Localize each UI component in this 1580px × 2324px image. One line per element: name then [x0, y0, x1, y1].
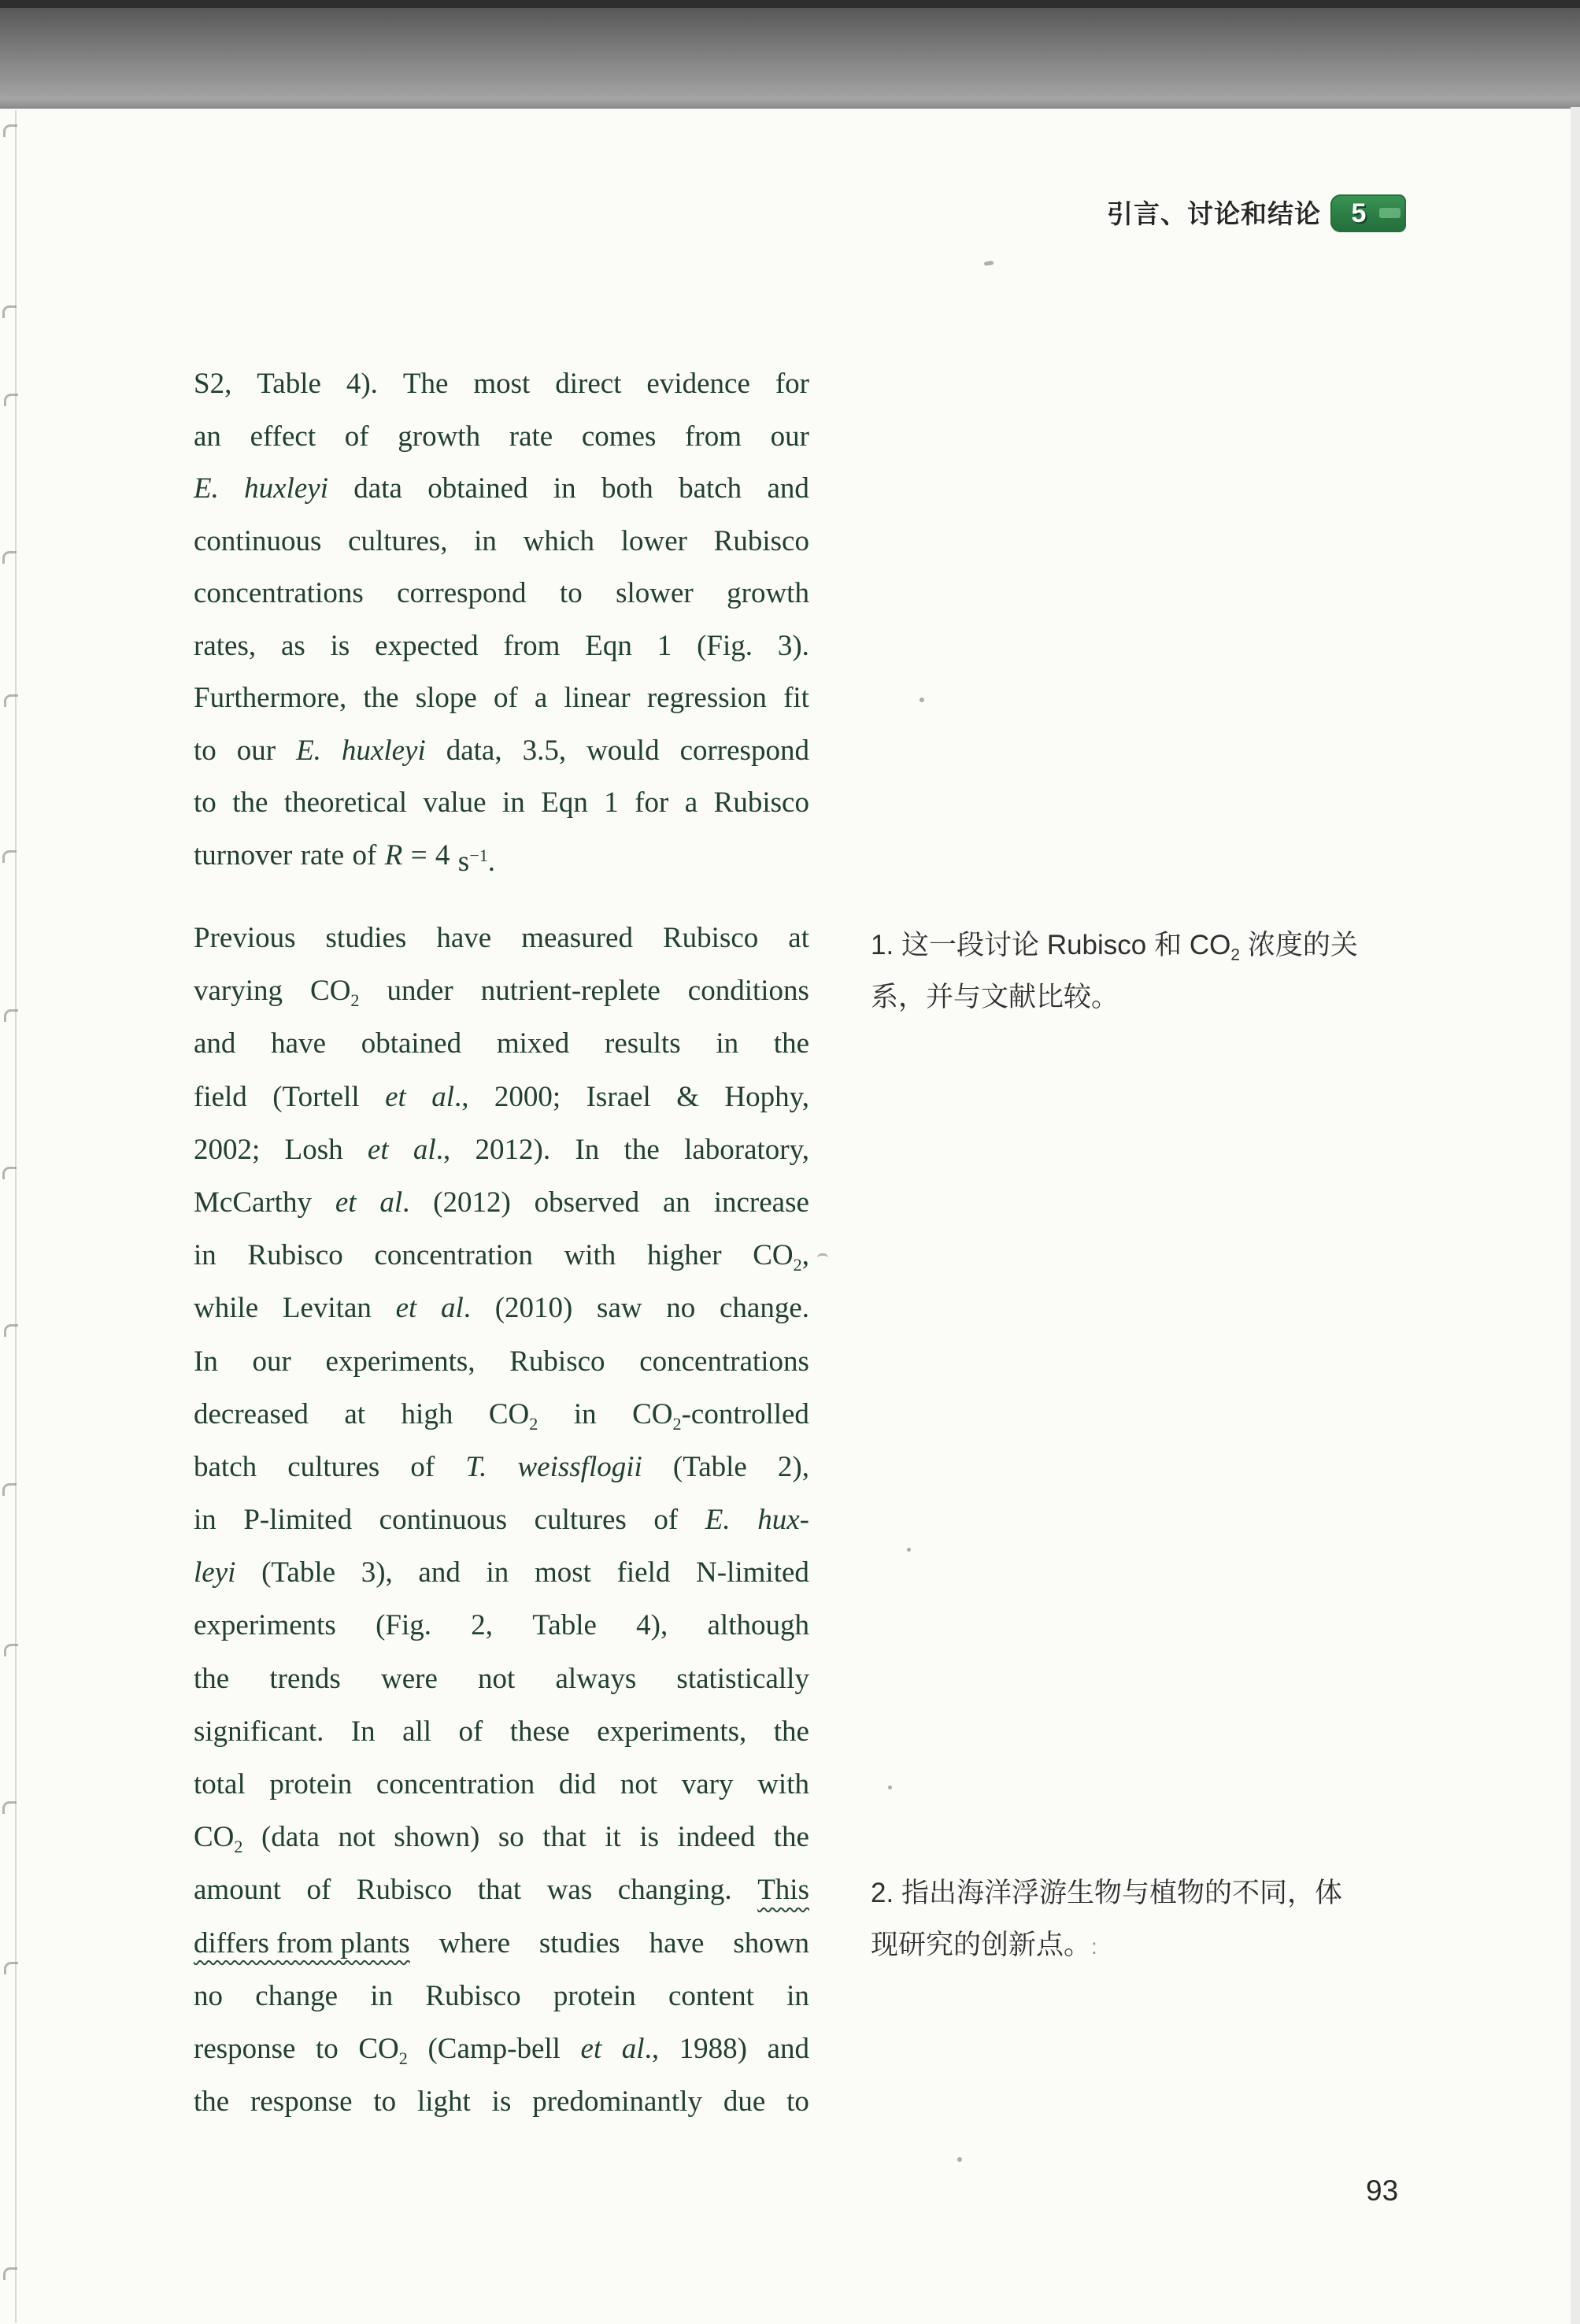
- text-line: total protein concentration did not vary with: [194, 1768, 809, 1800]
- text-line: differs from plants where studies have shown: [194, 1926, 809, 1959]
- text-line: the response to light is predominantly due to: [194, 2085, 809, 2119]
- text-line: rates, as is expected from Eqn 1 (Fig. 3).: [194, 629, 809, 662]
- scan-artifact: [3, 2267, 17, 2280]
- margin-note-2: [871, 1867, 1469, 1971]
- text-line: while Levitan et al. (2010) saw no change.: [194, 1292, 809, 1325]
- scan-artifact: [957, 2157, 962, 2162]
- text-line: field (Tortell et al., 2000; Israel & Hophy,: [194, 1080, 809, 1113]
- scan-artifact: [4, 694, 18, 707]
- scan-artifact: [817, 1253, 828, 1260]
- text-line: In our experiments, Rubisco concentrations: [194, 1345, 809, 1378]
- text-line: concentrations correspond to slower growth: [194, 577, 809, 609]
- scan-artifact: [4, 1644, 18, 1656]
- text-line: leyi (Table 3), and in most field N-limited: [194, 1556, 809, 1589]
- scan-artifact: [920, 698, 924, 702]
- text-line: 2002; Losh et al., 2012). In the laboratory,: [194, 1133, 809, 1166]
- text-line: 2. 指出海洋浮游生物与植物的不同，体: [871, 1878, 1343, 1908]
- page-binding-line: [15, 110, 17, 2322]
- text-line: varying $CO_2$ under nutrient-replete conditions: [194, 975, 809, 1010]
- text-line: E. huxleyi data obtained in both batch and: [194, 472, 809, 505]
- scan-artifact: [2, 551, 17, 564]
- margin-note-1: [871, 920, 1469, 1023]
- scan-artifact: [2, 305, 17, 318]
- section-title: 引言、讨论和结论: [1107, 199, 1321, 228]
- text-line: response to $CO_2$ (Camp-bell et al., 1988) and: [194, 2032, 809, 2068]
- paragraph-1: [194, 358, 809, 882]
- scan-artifact: [4, 394, 18, 406]
- text-line: 现研究的创新点。:: [871, 1930, 1097, 1960]
- scan-artifact: [4, 1962, 18, 1974]
- page-number: 93: [1366, 2174, 1399, 2207]
- text-line: 1. 这一段讨论 Rubisco 和 $CO_2$ 浓度的关: [871, 930, 1358, 964]
- text-line: in P-limited continuous cultures of E. hux-: [194, 1504, 809, 1537]
- text-line: S2, Table 4). The most direct evidence for: [194, 368, 809, 400]
- text-line: Furthermore, the slope of a linear regression fit: [194, 682, 809, 714]
- scan-artifact: [4, 1324, 18, 1337]
- text-line: $CO_2$ (data not shown) so that it is indeed the: [194, 1821, 809, 1856]
- chapter-badge: [1330, 194, 1406, 232]
- scan-artifact: [984, 261, 994, 266]
- text-line: batch cultures of T. weissflogii (Table 2),: [194, 1450, 809, 1483]
- text-line: an effect of growth rate comes from our: [194, 420, 809, 453]
- scan-top-edge: [0, 0, 1580, 8]
- text-line: turnover rate of R = 4 $s^{-1}$.: [194, 838, 496, 878]
- text-line: Previous studies have measured Rubisco at: [194, 922, 809, 954]
- text-line: amount of Rubisco that was changing. This: [194, 1874, 809, 1907]
- scan-artifact: [888, 1786, 892, 1789]
- text-line: and have obtained mixed results in the: [194, 1027, 809, 1060]
- paragraph-2: [194, 912, 809, 2128]
- scan-artifact: [2, 1483, 17, 1496]
- scan-top-band: [0, 8, 1580, 109]
- scan-artifact: [2, 1801, 17, 1814]
- chapter-number: 5: [1351, 198, 1367, 228]
- scan-artifact: [2, 1167, 17, 1179]
- text-line: continuous cultures, in which lower Rubisco: [194, 524, 809, 557]
- scan-artifact: [907, 1548, 911, 1552]
- scan-right-edge: [1571, 107, 1580, 2324]
- text-line: to our E. huxleyi data, 3.5, would correspond: [194, 734, 809, 767]
- scan-artifact: [4, 1009, 18, 1022]
- scan-artifact: [2, 850, 17, 863]
- text-line: experiments (Fig. 2, Table 4), although: [194, 1609, 809, 1642]
- text-line: the trends were not always statistically: [194, 1662, 809, 1695]
- text-line: McCarthy et al. (2012) observed an increase: [194, 1186, 809, 1219]
- text-line: no change in Rubisco protein content in: [194, 1979, 809, 2012]
- scan-artifact: [3, 124, 17, 137]
- text-line: in Rubisco concentration with higher $CO_2$,: [194, 1239, 809, 1275]
- text-line: decreased at high $CO_2$ in $CO_2$-controlled: [194, 1397, 809, 1434]
- text-line: to the theoretical value in Eqn 1 for a Rubisco: [194, 786, 809, 819]
- text-line: 系，并与文献比较。: [871, 982, 1119, 1012]
- text-line: significant. In all of these experiments, the: [194, 1715, 809, 1748]
